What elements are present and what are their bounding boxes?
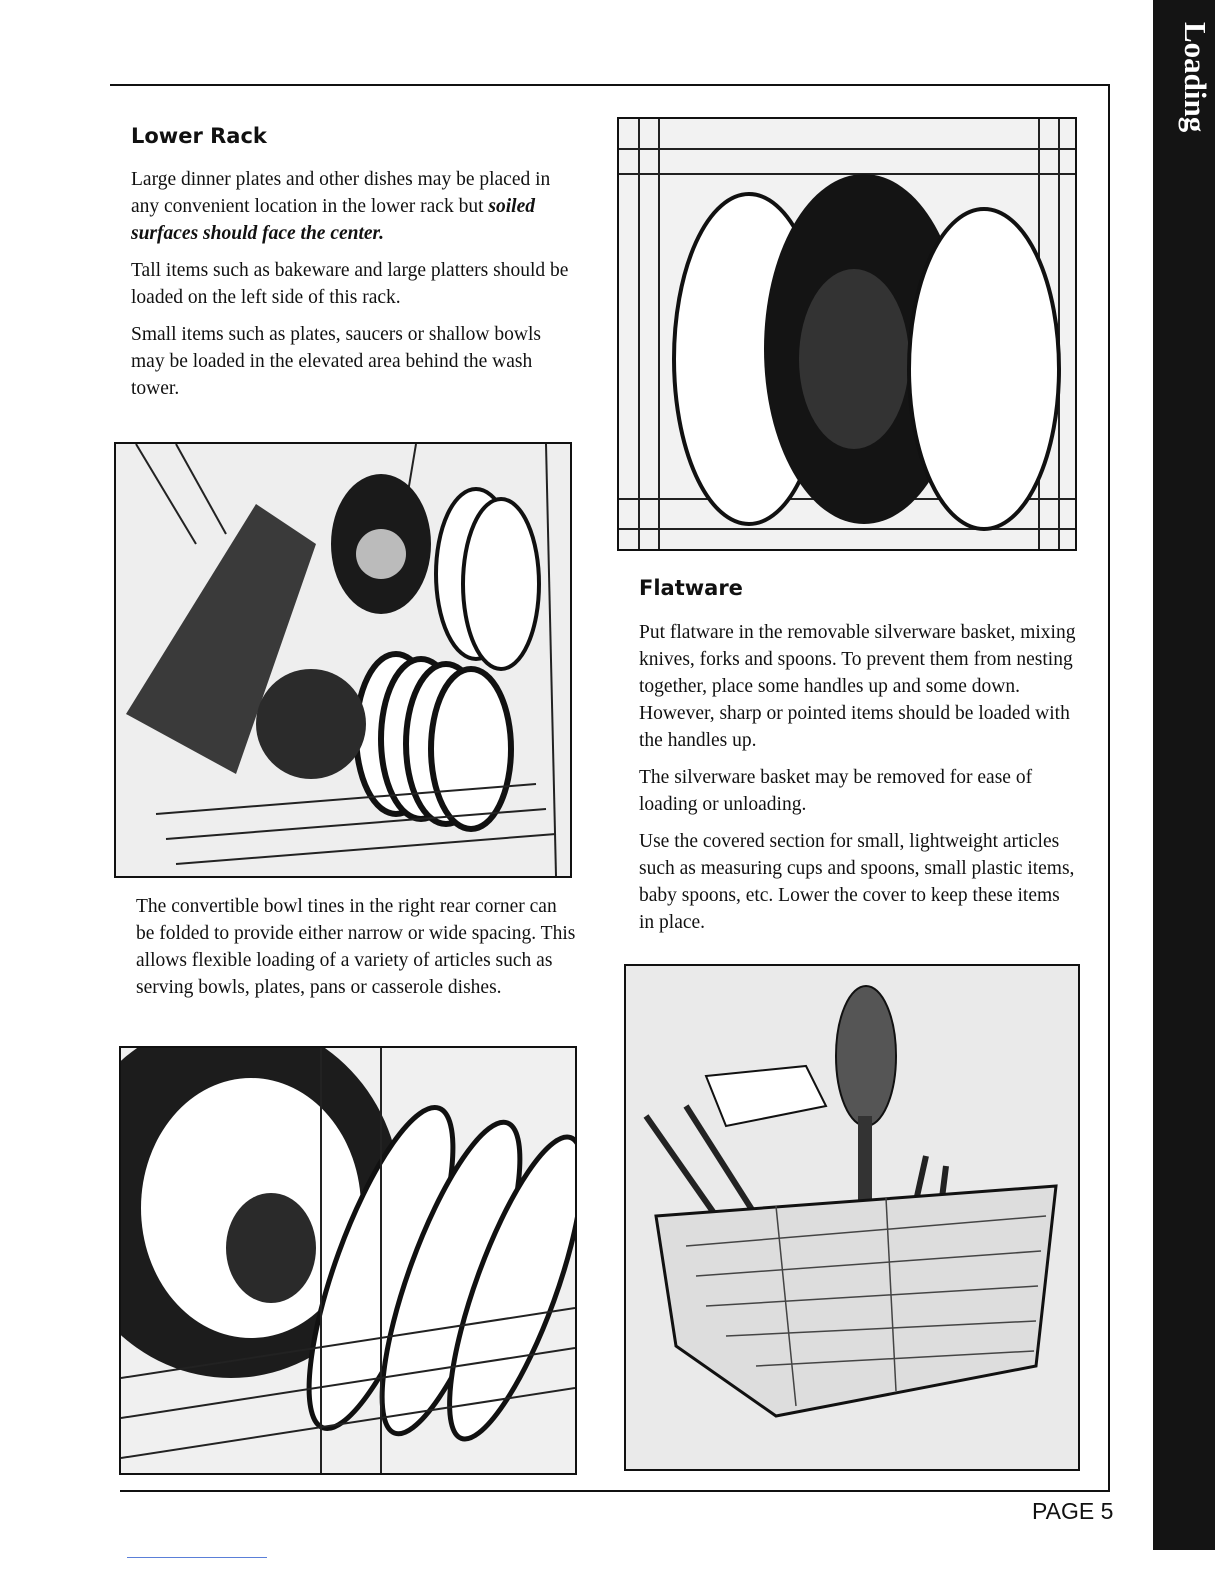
- lower-rack-paragraph-1: [131, 166, 571, 247]
- lower-rack-text: [131, 166, 571, 412]
- lower-rack-paragraph-3: Small items such as plates, saucers or shallow bowls may be loaded in the elevated area behind the wash tower.: [131, 324, 541, 399]
- bowl-tines-paragraph: The convertible bowl tines in the right rear corner can be folded to provide either narrow or wide spacing. This allows flexible loading of a variety of articles such as serving bowls, plates, pans or casserole dishes.: [136, 896, 576, 998]
- flatware-paragraph-2: The silverware basket may be removed for ease of loading or unloading.: [639, 767, 1033, 815]
- top-rule: [110, 84, 1110, 86]
- bowl-tines-text: [136, 893, 576, 1011]
- silverware-basket-illustration: [624, 964, 1080, 1471]
- lower-rack-illustration: [114, 442, 572, 878]
- lower-rack-paragraph-2: Tall items such as bakeware and large platters should be loaded on the left side of this rack.: [131, 260, 569, 308]
- right-rule: [1108, 84, 1110, 1492]
- page-number: PAGE 5: [1032, 1498, 1114, 1524]
- flatware-paragraph-3: Use the covered section for small, lightweight articles such as measuring cups and spoons, small plastic items, baby spoons, etc. Lower the cover to keep these items in place.: [639, 831, 1075, 933]
- section-tab-label: Loading: [1178, 22, 1213, 133]
- footer-line: [127, 1557, 267, 1558]
- emphasis-text: soiled surfaces should face the center.: [131, 196, 535, 244]
- lower-rack-heading: Lower Rack: [131, 124, 267, 148]
- flatware-text: [639, 619, 1079, 946]
- section-tab: [1153, 0, 1215, 1550]
- paragraph-text: Large dinner plates and other dishes may be placed in any convenient location in the lower rack but: [131, 169, 551, 217]
- bottom-rule: [120, 1490, 1110, 1492]
- flatware-heading: Flatware: [639, 576, 743, 600]
- flatware-paragraph-1: Put flatware in the removable silverware basket, mixing knives, forks and spoons. To prevent them from nesting together, place some handles up and some down. However, sharp or pointed items should be loaded with the handles up.: [639, 622, 1076, 751]
- upper-rack-bowls-illustration: [617, 117, 1077, 551]
- bowl-tines-illustration: [119, 1046, 577, 1475]
